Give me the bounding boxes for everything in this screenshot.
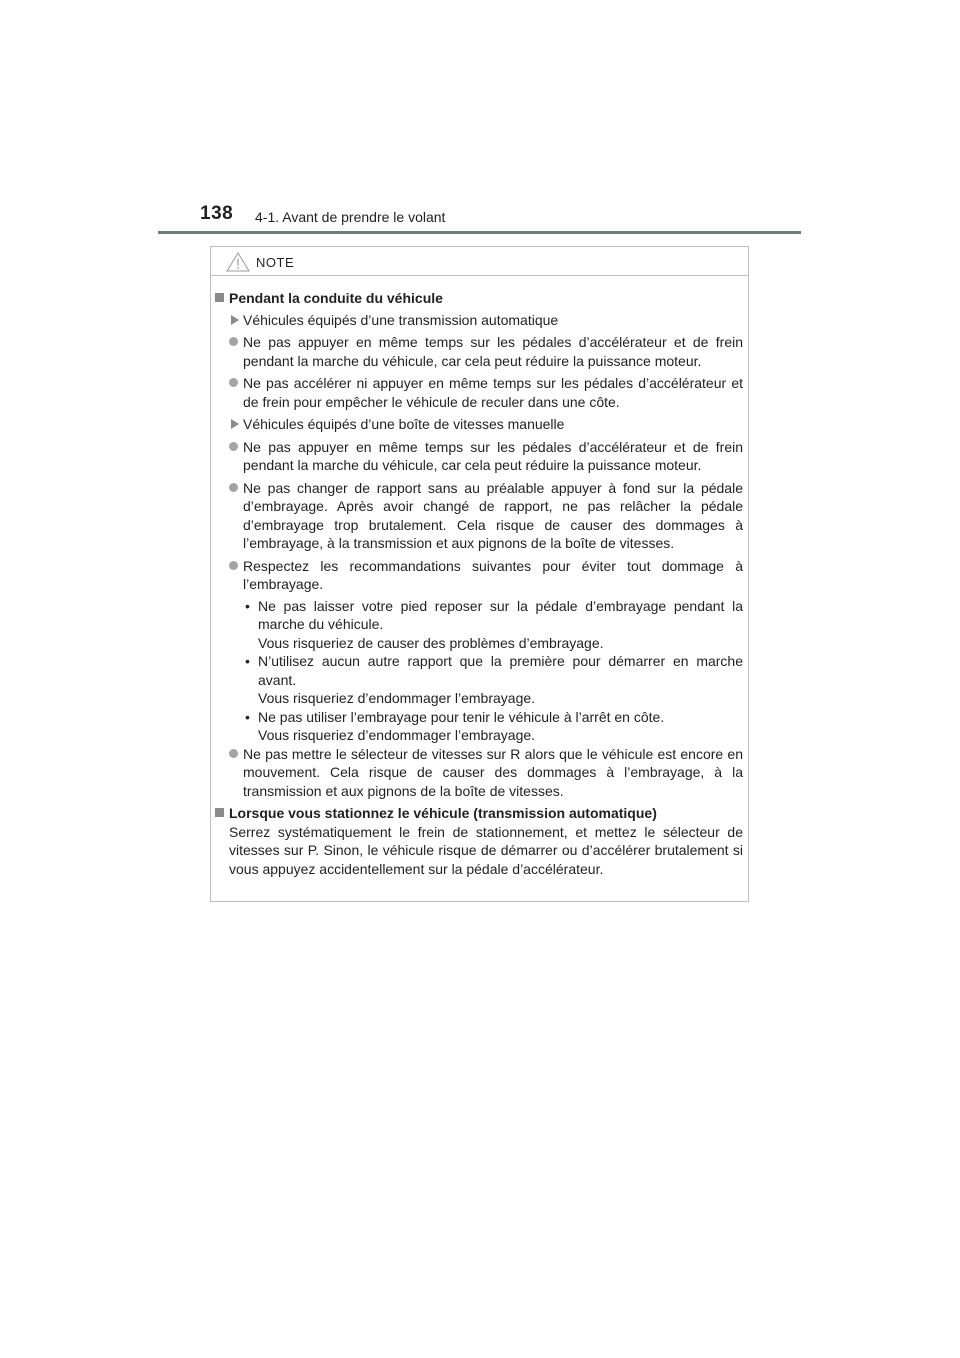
bullet-marker: • [245,653,250,669]
circle-bullet-icon [229,483,238,492]
recommendation-text: N’utilisez aucun autre rapport que la première pour démarrer en marche avant. [258,653,743,688]
subheading-text: Véhicules équipés d’une boîte de vitesses manuelle [243,416,565,432]
triangle-arrow-icon [231,315,239,325]
list-item-text: Ne pas mettre le sélecteur de vitesses sur R alors que le véhicule est encore en mouvement. Cela risque de causer des dommages à l’embrayage, à la transmission et aux pignons de la boîte de vitesses. [243,745,743,799]
list-item-text: Ne pas changer de rapport sans au préalable appuyer à fond sur la pédale d’embrayage. Après avoir changé de rapport, ne pas relâcher la pédale d’embrayage trop brutalement. Cela risque de causer des dommages à l’embrayage, à la transmission et aux pignons de la boîte de vitesses. [243,479,743,551]
circle-bullet-icon [229,337,238,346]
recommendation-subtext: Vous risqueriez d’endommager l’embrayage. [258,727,536,743]
list-item-text: Ne pas appuyer en même temps sur les pédales d’accélérateur et de frein pendant la marche du véhicule, car cela peut réduire la puissance moteur. [243,438,743,473]
note-header [211,247,748,276]
list-item [215,557,743,594]
recommendation-item [243,652,743,708]
recommendation-item [243,597,743,653]
header-rule [158,231,801,234]
note-label: NOTE [256,255,295,270]
circle-bullet-icon [229,442,238,451]
bullet-marker: • [245,597,250,614]
section-heading [215,289,743,308]
subheading-manual [215,415,743,434]
triangle-arrow-icon [231,419,239,429]
square-bullet-icon [215,293,224,302]
recommendation-text: Ne pas utiliser l’embrayage pour tenir le véhicule à l’arrêt en côte. [258,708,665,725]
subheading-automatic [215,311,743,330]
section-title: 4-1. Avant de prendre le volant [255,209,446,225]
section-heading [215,804,743,823]
bullet-marker: • [245,708,250,725]
circle-bullet-icon [229,561,238,570]
list-item [215,374,743,411]
section-heading-text: Pendant la conduite du véhicule [229,290,443,306]
square-bullet-icon [215,808,224,817]
circle-bullet-icon [229,749,238,758]
page-number: 138 [200,203,234,224]
note-box [210,246,749,902]
recommendation-item [243,708,743,745]
paragraph: Serrez systématiquement le frein de stationnement, et mettez le sélecteur de vitesses sur P. Sinon, le véhicule risque de démarrer ou d’accélérer brutalement si vous appuyez accidentellement sur la pédale d’accélérateur. [229,823,743,877]
list-item [215,745,743,801]
subheading-text: Véhicules équipés d’une transmission automatique [243,311,559,328]
note-body [215,289,743,878]
warning-triangle-icon [226,252,250,272]
list-item-text: Ne pas accélérer ni appuyer en même temps sur les pédales d’accélérateur et de frein pour empêcher le véhicule de reculer dans une côte. [243,375,743,410]
recommendation-subtext: Vous risqueriez de causer des problèmes d’embrayage. [258,634,604,651]
circle-bullet-icon [229,378,238,387]
list-item [215,333,743,370]
list-item [215,479,743,553]
list-item-text: Respectez les recommandations suivantes pour éviter tout dommage à l’embrayage. [243,557,743,592]
recommendation-text: Ne pas laisser votre pied reposer sur la pédale d’embrayage pendant la marche du véhicule. [258,597,743,632]
recommendation-subtext: Vous risqueriez d’endommager l’embrayage. [258,690,536,706]
list-item [215,438,743,475]
section-heading-text: Lorsque vous stationnez le véhicule (transmission automatique) [229,805,657,821]
recommendation-list [215,597,743,745]
list-item-text: Ne pas appuyer en même temps sur les pédales d’accélérateur et de frein pendant la marche du véhicule, car cela peut réduire la puissance moteur. [243,334,743,369]
